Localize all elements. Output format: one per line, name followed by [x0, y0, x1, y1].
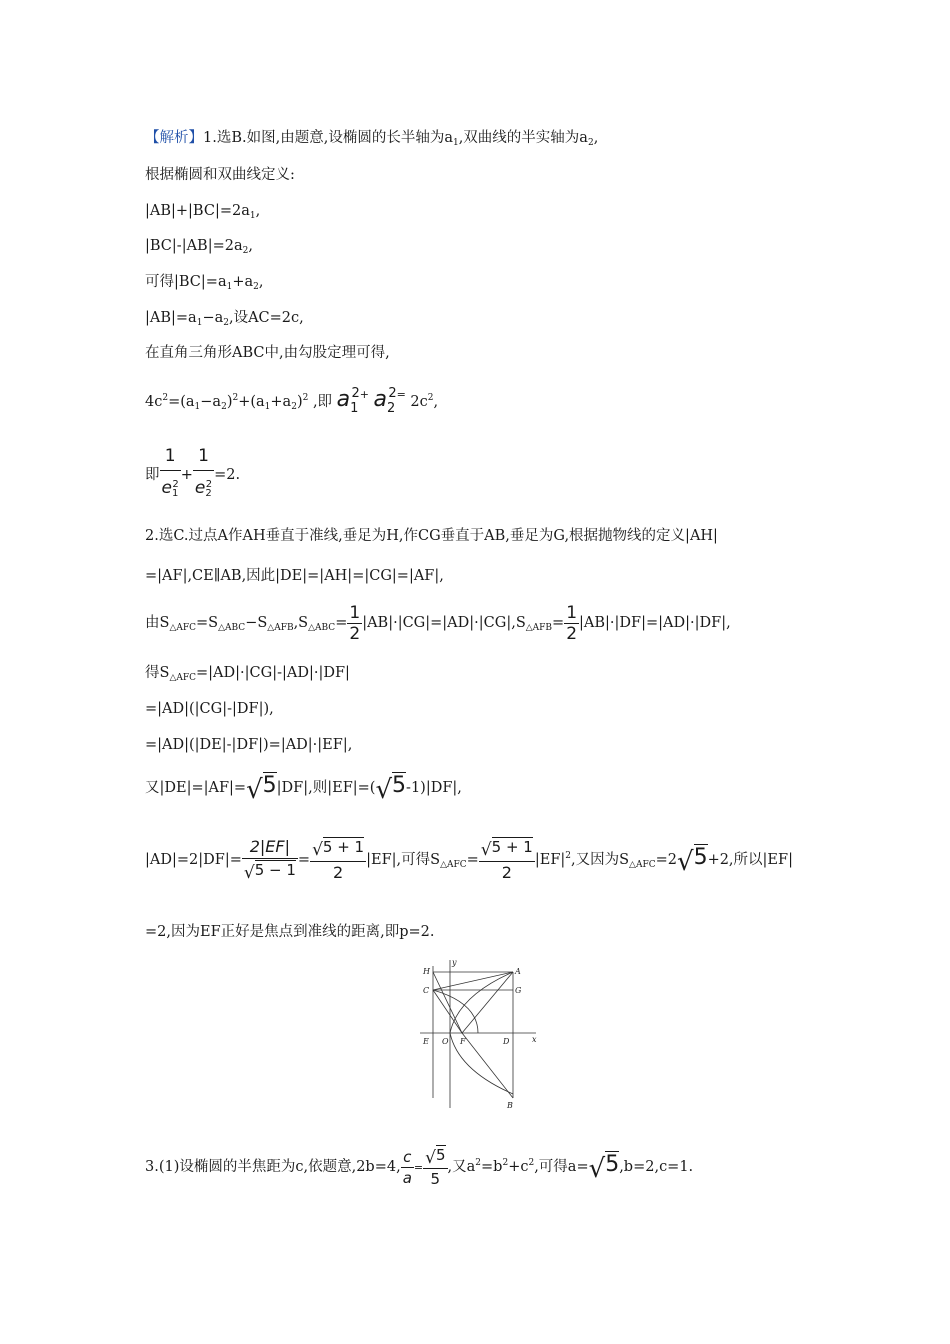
line-af [462, 972, 513, 1033]
solution-2-line-7: 又|DE|=|AF|=√5|DF|,则|EF|=(√5-1)|DF|, [145, 773, 462, 805]
solution-1-line-2: 根据椭圆和双曲线定义: [145, 167, 295, 183]
solution-1-line-6: $|AB|=a_1-a_2$,设AC=2c, [145, 310, 304, 328]
fraction-one-half: $\frac{1}{2}$ [566, 602, 578, 644]
line-cf [433, 990, 462, 1033]
fraction-1-over-e1-squared: $\frac{1}{e_1^2}$ [160, 442, 181, 508]
fraction-sqrt5-over-5: $\frac{√5}{5}$ [425, 1146, 446, 1188]
fraction-c-over-a: $\frac{c}{a}$ [402, 1147, 412, 1187]
parabola-figure [418, 958, 543, 1110]
curve-c [433, 990, 478, 1033]
fraction-1-over-e2-squared: $\frac{1}{e_2^2}$ [193, 442, 214, 508]
analysis-tag: 【解析】 [145, 130, 203, 146]
label-b: B [507, 1101, 513, 1110]
solution-1-line-5: 可得$|BC|=a_1+a_2$, [145, 274, 264, 292]
solution-1-line-3: $|AB|+|BC|=2a_1$, [145, 203, 261, 221]
label-x: x [532, 1035, 537, 1044]
line-hf [433, 972, 462, 1033]
solution-2-line-3: 由$S_{\triangle AFC}=S_{\triangle ABC}-S_{\triangle AFB},S_{\triangle ABC}=$ $\frac{1}{2}$ $|AB|\cdot|CG|=|AD|\cdot|CG|,S_{\triangle AFB}=$ $\frac{1}{2}$ |AB|·|DF|=|AD|·|DF|, [145, 602, 731, 644]
sqrt-5: √5 [588, 1152, 620, 1184]
label-y: y [452, 958, 457, 967]
label-e: E [423, 1037, 429, 1046]
a2-squared: $a_2^2$ [373, 386, 397, 416]
sqrt-5: √5 [246, 773, 277, 805]
solution-2-line-2: =|AF|,CE∥AB,因此|DE|=|AH|=|CG|=|AF|, [145, 568, 444, 584]
solution-1-line-4: $|BC|-|AB|=2a_2$, [145, 238, 253, 256]
label-a: A [515, 967, 521, 976]
solution-1-line-9: 即 $\frac{1}{e_1^2}$ + $\frac{1}{e_2^2}$ =2. [145, 442, 240, 508]
solution-2-line-4: 得$S_{\triangle AFC}=|AD|\cdot|CG|-|AD|\cdot|DF|$ [145, 665, 350, 683]
solution-2-line-9: =2,因为EF正好是焦点到准线的距离,即p=2. [145, 924, 435, 940]
line-ca [433, 972, 513, 990]
sqrt-5: √5 [375, 773, 407, 805]
fraction-one-half: $\frac{1}{2}$ [349, 602, 361, 644]
label-c: C [423, 986, 430, 995]
solution-2-line-8: |AD|=2|DF|= $\frac{2|EF|}{√5 - 1}$ = $\frac{√5 + 1}{2}$ |EF|,可得$S_{\triangle AFC}=$ $\frac{√5 + 1}{2}$ $|EF|^2$,又因为$S_{\triangle AFC}=2√5+2$,所以|EF| [145, 837, 793, 883]
solution-1-line-1: 【解析】1.选B.如图,由题意,设椭圆的长半轴为$a_1$,双曲线的半实轴为$a_2$, [145, 130, 599, 148]
solution-1-line-7: 在直角三角形ABC中,由勾股定理可得, [145, 345, 390, 361]
fraction-2ef-over-sqrt5-minus-1: $\frac{2|EF|}{√5 - 1}$ [243, 837, 296, 883]
label-d: D [503, 1037, 510, 1046]
sqrt-5: √5 [676, 845, 708, 877]
fraction-sqrt5-plus-1-over-2: $\frac{√5 + 1}{2}$ [312, 838, 365, 882]
label-f: F [460, 1037, 466, 1046]
solution-3-line-1: 3.(1)设椭圆的半焦距为c,依题意,2b=4, $\frac{c}{a}$ = $\frac{√5}{5}$ ,又$a^2=b^2+c^2$,可得a=√5,b=2,c=1. [145, 1146, 694, 1188]
a1-squared: $a_1^2$ [336, 386, 360, 416]
solution-2-line-6: =|AD|(|DE|-|DF|)=|AD|·|EF|, [145, 737, 353, 753]
fraction-sqrt5-plus-1-over-2: $\frac{√5 + 1}{2}$ [480, 838, 533, 882]
solution-2-line-1: 2.选C.过点A作AH垂直于准线,垂足为H,作CG垂直于AB,垂足为G,根据抛物线的定义|AH| [145, 528, 718, 544]
label-g: G [515, 986, 522, 995]
solution-2-line-5: =|AD|(|CG|-|DF|), [145, 701, 274, 717]
solution-1-line-8: $4c^2=(a_1-a_2)^2+(a_1+a_2)^2$ ,即 $a_1^{2+}$ $a_2^{2=}$ $2c^2$, [145, 386, 439, 416]
label-o: O [442, 1037, 449, 1046]
label-h: H [423, 967, 430, 976]
